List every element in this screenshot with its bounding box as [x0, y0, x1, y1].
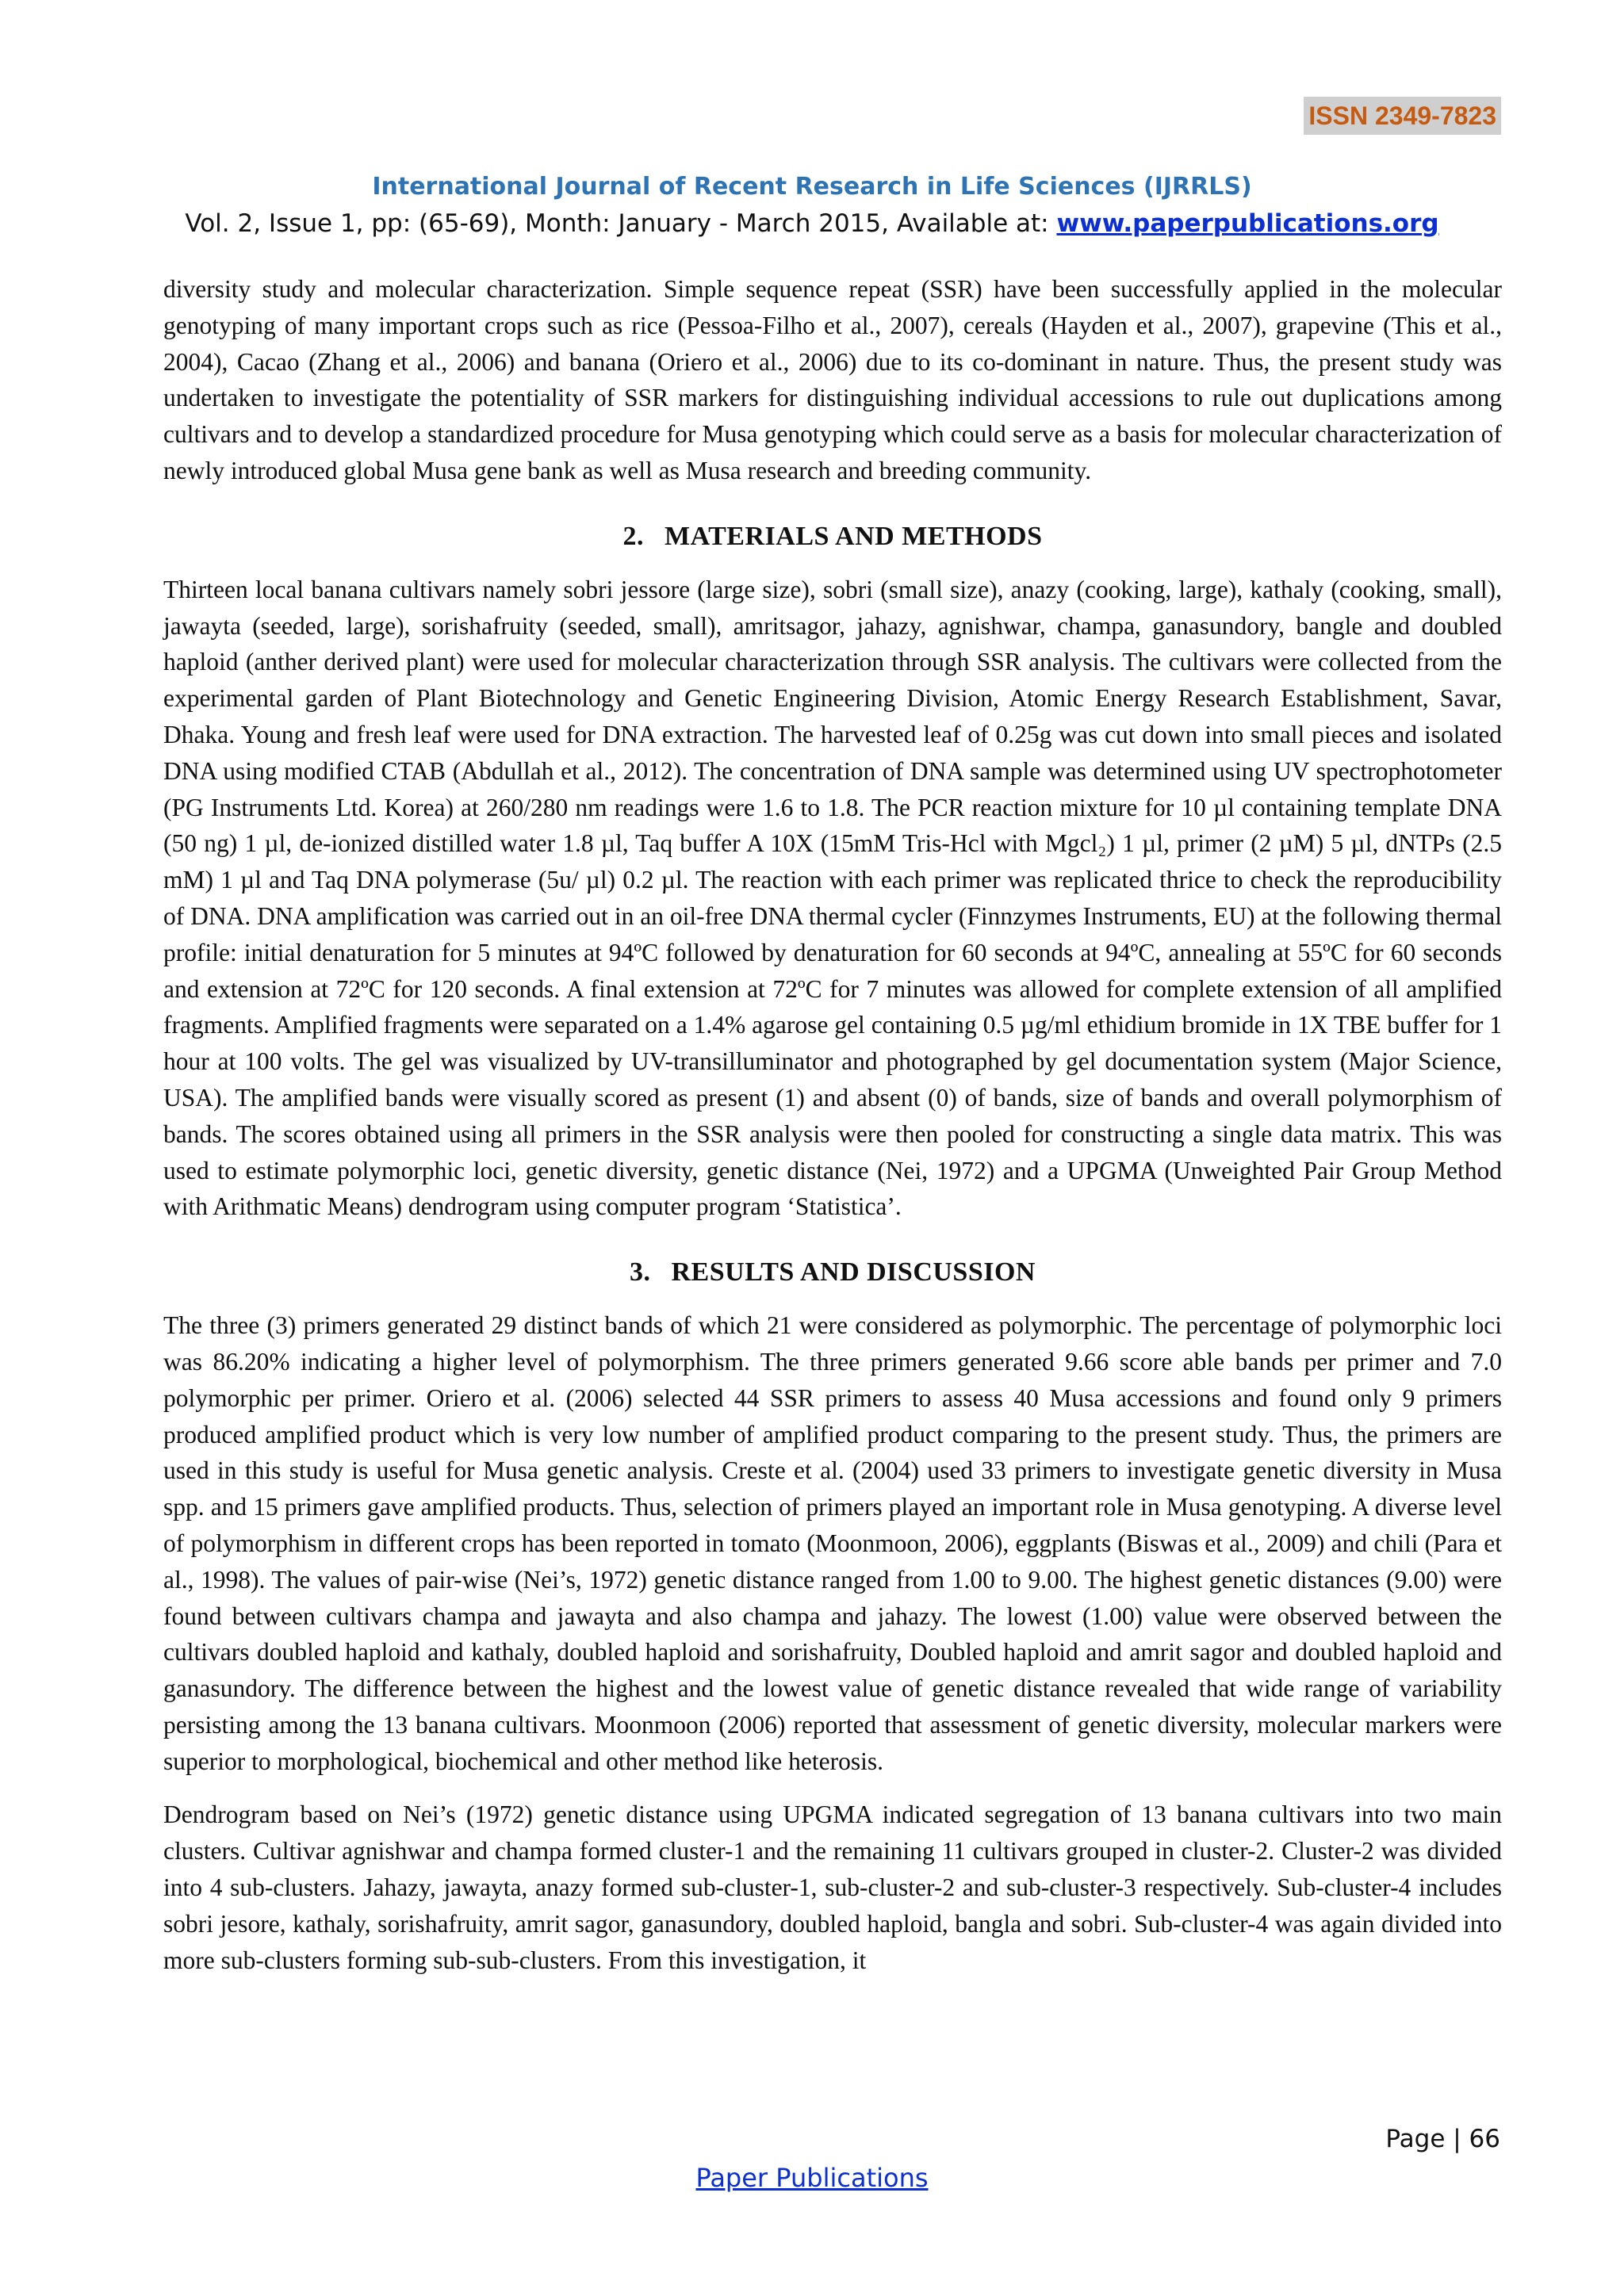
- intro-paragraph: diversity study and molecular characterization. Simple sequence repeat (SSR) have been successfully applied in the molecular genotyping of many important crops such as rice (Pessoa-Filho et al., 2007), cereals (Hayden et al., 2007), grapevine (This et al., 2004), Cacao (Zhang et al., 2006) and banana (Oriero et al., 2006) due to its co-dominant in nature. Thus, the present study was undertaken to investigate the potentiality of SSR markers for distinguishing individual accessions to rule out duplications among cultivars and to develop a standardized procedure for Musa genotyping which could serve as a basis for molecular characterization of newly introduced global Musa gene bank as well as Musa research and breeding community.: [163, 275, 1502, 484]
- section-number: 2.: [622, 521, 644, 551]
- results-paragraph-2: Dendrogram based on Nei’s (1972) genetic distance using UPGMA indicated segregation of 13 banana cultivars into two main clusters. Cultivar agnishwar and champa formed cluster-1 and the remaining 11 cultivars grouped in cluster-2. Cluster-2 was divided into 4 sub-clusters. Jahazy, jawayta, anazy formed sub-cluster-1, sub-cluster-2 and sub-cluster-3 respectively. Sub-cluster-4 includes sobri jesore, kathaly, sorishafruity, amrit sagor, ganasundory, doubled haploid, bangla and sobri. Sub-cluster-4 was again divided into more sub-clusters forming sub-sub-clusters. From this investigation, it: [163, 1800, 1502, 1974]
- publisher-link[interactable]: Paper Publications: [695, 2163, 929, 2193]
- page-number: Page | 66: [1385, 2125, 1500, 2153]
- section-title: RESULTS AND DISCUSSION: [671, 1257, 1036, 1288]
- journal-title: International Journal of Recent Research in Life Sciences (IJRRLS): [372, 173, 1252, 201]
- volume-line: [0, 209, 1624, 238]
- section-number: 3.: [630, 1257, 651, 1288]
- results-paragraph-1: The three (3) primers generated 29 distinct bands of which 21 were considered as polymorphic. The percentage of polymorphic loci was 86.20% indicating a higher level of polymorphism. The three primers generated 9.66 score able bands per primer and 7.0 polymorphic per primer. Oriero et al. (2006) selected 44 SSR primers to assess 40 Musa accessions and found only 9 primers produced amplified product which is very low number of amplified product comparing to the present study. Thus, the primers are used in this study is useful for Musa genetic analysis. Creste et al. (2004) used 33 primers to investigate genetic diversity in Musa spp. and 15 primers gave amplified products. Thus, selection of primers played an important role in Musa genotyping. A diverse level of polymorphism in different crops has been reported in tomato (Moonmoon, 2006), eggplants (Biswas et al., 2009) and chili (Para et al., 1998). The values of pair-wise (Nei’s, 1972) genetic distance ranged from 1.00 to 9.00. The highest genetic distances (9.00) were found between cultivars champa and jawayta and also champa and jahazy. The lowest (1.00) value were observed between the cultivars doubled haploid and kathaly, doubled haploid and sorishafruity, Doubled haploid and amrit sagor and doubled haploid and ganasundory. The difference between the highest and the lowest value of genetic distance revealed that wide range of variability persisting among the 13 banana cultivars. Moonmoon (2006) reported that assessment of genetic diversity, molecular markers were superior to morphological, biochemical and other method like heterosis.: [163, 1311, 1502, 1775]
- issn-badge: ISSN 2349-7823: [1304, 97, 1501, 135]
- section-heading-results-discussion: [163, 1255, 1502, 1290]
- section-title: MATERIALS AND METHODS: [665, 521, 1043, 551]
- materials-methods-paragraph: Thirteen local banana cultivars namely sobri jessore (large size), sobri (small size), anazy (cooking, large), kathaly (cooking, small), jawayta (seeded, large), sorishafruity (seeded, small), amritsagor, jahazy, agnishwar, champa, ganasundory, bangle and doubled haploid (anther derived plant) were used for molecular characterization through SSR analysis. The cultivars were collected from the experimental garden of Plant Biotechnology and Genetic Engineering Division, Atomic Energy Research Establishment, Savar, Dhaka. Young and fresh leaf were used for DNA extraction. The harvested leaf of 0.25g was cut down into small pieces and isolated DNA using modified CTAB (Abdullah et al., 2012). The concentration of DNA sample was determined using UV spectrophotometer (PG Instruments Ltd. Korea) at 260/280 nm readings were 1.6 to 1.8. The PCR reaction mixture for 10 µl containing template DNA (50 ng) 1 µl, de-ionized distilled water 1.8 µl, Taq buffer A 10X (15mM Tris-Hcl with Mgcl₂) 1 µl, primer (2 µM) 5 µl, dNTPs (2.5 mM) 1 µl and Taq DNA polymerase (5u/ µl) 0.2 µl. The reaction with each primer was replicated thrice to check the reproducibility of DNA. DNA amplification was carried out in an oil-free DNA thermal cycler (Finnzymes Instruments, EU) at the following thermal profile: initial denaturation for 5 minutes at 94ºC followed by denaturation for 60 seconds at 94ºC, annealing at 55ºC for 60 seconds and extension at 72ºC for 120 seconds. A final extension at 72ºC for 7 minutes was allowed for complete extension of all amplified fragments. Amplified fragments were separated on a 1.4% agarose gel containing 0.5 µg/ml ethidium bromide in 1X TBE buffer for 1 hour at 100 volts. The gel was visualized by UV-transilluminator and photographed by gel documentation system (Major Science, USA). The amplified bands were visually scored as present (1) and absent (0) of bands, size of bands and overall polymorphism of bands. The scores obtained using all primers in the SSR analysis were then pooled for constructing a single data matrix. This was used to estimate polymorphic loci, genetic diversity, genetic distance (Nei, 1972) and a UPGMA (Unweighted Pair Group Method with Arithmatic Means) dendrogram using computer program ‘Statistica’.: [163, 575, 1502, 1221]
- article-body: [163, 271, 1502, 1978]
- section-heading-materials-methods: [163, 519, 1502, 554]
- website-link[interactable]: www.paperpublications.org: [1056, 209, 1439, 238]
- volume-text: Vol. 2, Issue 1, pp: (65-69), Month: January - March 2015, Available at:: [185, 209, 1057, 238]
